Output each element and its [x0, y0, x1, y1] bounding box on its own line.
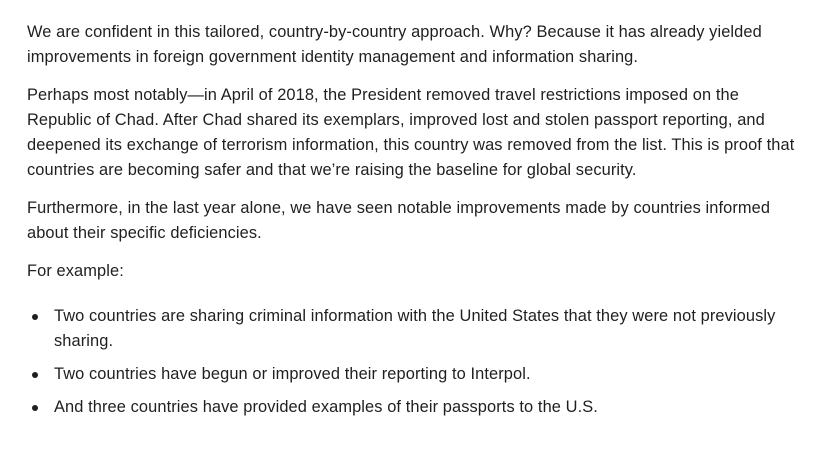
paragraph-improvements: Furthermore, in the last year alone, we have seen notable improvements made by countries informed about their specific deficiencies.: [27, 199, 771, 242]
bullet-icon: [32, 314, 38, 320]
list-item-text: And three countries have provided examples of their passports to the U.S.: [54, 398, 598, 416]
list-item-text: Two countries have begun or improved their reporting to Interpol.: [54, 365, 531, 383]
paragraph-for-example: For example:: [27, 262, 124, 280]
list-item-text: Two countries are sharing criminal information with the United States that they were not previously sharing.: [54, 307, 776, 350]
paragraph-chad: Perhaps most notably—in April of 2018, the President removed travel restrictions imposed on the Republic of Chad. After Chad shared its exemplars, improved lost and stolen passport reporting, and deepened its exchange of terrorism information, this country was removed from the list. This is proof that countries are becoming safer and that we’re raising the baseline for global security.: [27, 86, 795, 179]
bullet-icon: [32, 372, 38, 378]
paragraph-approach: We are confident in this tailored, country-by-country approach. Why? Because it has already yielded improvements in foreign government identity management and information sharing.: [27, 23, 762, 66]
list-item: [27, 362, 807, 387]
bullet-icon: [32, 405, 38, 411]
list-item: [27, 395, 807, 420]
list-item: [27, 304, 807, 354]
examples-list: [27, 304, 807, 420]
